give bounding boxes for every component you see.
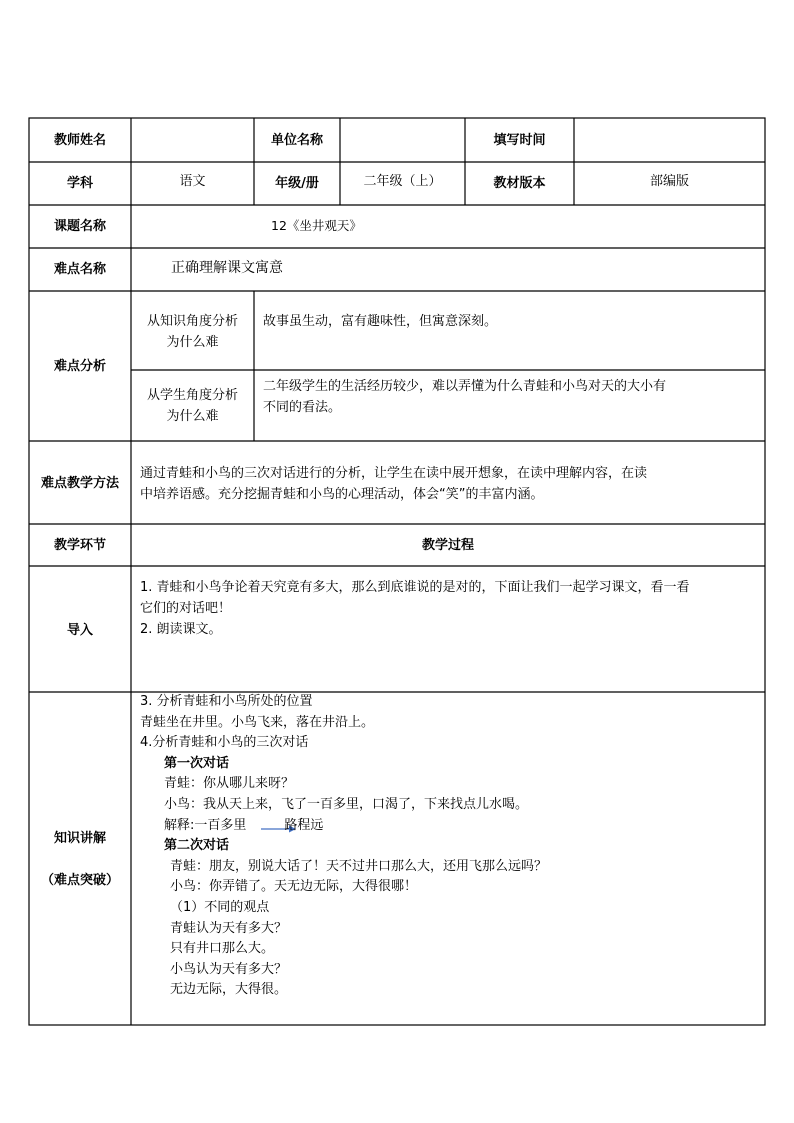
textbook-value: 部编版	[649, 174, 689, 189]
teacher-name-label: 教师姓名	[53, 133, 106, 148]
student-angle-label-1: 从学生角度分析	[146, 388, 238, 403]
knowledge-line: 青蛙：你从哪儿来呀？	[164, 776, 295, 792]
dialogue-heading: 第一次对话	[164, 755, 230, 771]
lesson-title-value: 12《坐井观天》	[271, 218, 362, 233]
analysis-label: 难点分析	[53, 359, 106, 374]
knowledge-line: 小鸟：你弄错了。天无边无际，大得很哪！	[170, 879, 418, 895]
knowledge-line: 小鸟：我从天上来，飞了一百多里，口渴了，下来找点儿水喝。	[164, 796, 529, 812]
unit-label: 单位名称	[270, 133, 323, 148]
textbook-label: 教材版本	[493, 176, 546, 191]
stage-header: 教学环节	[53, 538, 106, 553]
process-header: 教学过程	[421, 538, 474, 553]
method-label: 难点教学方法	[40, 476, 119, 491]
knowledge-label: 知识讲解	[53, 831, 106, 846]
method-text-line: 通过青蛙和小鸟的三次对话进行的分析，让学生在读中展开想象，在读中理解内容，在读	[140, 466, 648, 481]
subject-label: 学科	[66, 176, 93, 191]
intro-line: 它们的对话吧！	[140, 601, 232, 616]
knowledge-line: 无边无际，大得很。	[170, 982, 288, 998]
dialogue-heading: 第二次对话	[164, 838, 230, 854]
knowledge-line: （1）不同的观点	[170, 899, 270, 915]
intro-line: 1. 青蛙和小鸟争论着天究竟有多大，那么到底谁说的是对的，下面让我们一起学习课文，看一看	[140, 580, 690, 595]
knowledge-line: 3. 分析青蛙和小鸟所处的位置	[140, 694, 313, 709]
student-angle-text-line: 二年级学生的生活经历较少，难以弄懂为什么青蛙和小鸟对天的大小有	[263, 379, 667, 394]
intro-line: 2. 朗读课文。	[140, 622, 222, 637]
fill-time-label: 填写时间	[493, 133, 546, 148]
student-angle-text-line: 不同的看法。	[263, 400, 342, 415]
knowledge-angle-label-1: 从知识角度分析	[146, 314, 238, 329]
subject-value: 语文	[179, 174, 206, 189]
method-text	[140, 463, 647, 505]
student-angle-label-2: 为什么难	[166, 409, 219, 424]
knowledge-angle-label-2: 为什么难	[166, 335, 219, 350]
intro-content	[140, 577, 690, 640]
knowledge-line: 只有井口那么大。	[170, 941, 275, 957]
method-text-line: 中培养语感。充分挖掘青蛙和小鸟的心理活动，体会“笑”的丰富内涵。	[140, 487, 544, 502]
grade-label: 年级/册	[275, 176, 319, 191]
knowledge-line: 青蛙坐在井里。小鸟飞来，落在井沿上。	[140, 714, 375, 730]
explanation-prefix: 解释:一百多里	[164, 817, 247, 833]
knowledge-content	[140, 692, 547, 1001]
knowledge-line: 青蛙：朋友，别说大话了！天不过井口那么大，还用飞那么远吗？	[170, 858, 548, 874]
lesson-title-label: 课题名称	[53, 219, 106, 234]
difficulty-value: 正确理解课文寓意	[171, 260, 283, 276]
student-angle-text	[263, 376, 666, 418]
difficulty-label: 难点名称	[53, 262, 106, 277]
knowledge-line: 青蛙认为天有多大？	[170, 920, 288, 936]
explanation-result: 路程远	[284, 817, 324, 833]
knowledge-line	[140, 816, 547, 837]
knowledge-line: 小鸟认为天有多大？	[170, 961, 288, 977]
intro-label: 导入	[66, 623, 93, 638]
grade-value: 二年级（上）	[363, 174, 442, 189]
knowledge-sublabel: （难点突破）	[40, 873, 119, 888]
knowledge-line: 4.分析青蛙和小鸟的三次对话	[140, 735, 309, 751]
knowledge-angle-text: 故事虽生动，富有趣味性，但寓意深刻。	[263, 314, 498, 329]
